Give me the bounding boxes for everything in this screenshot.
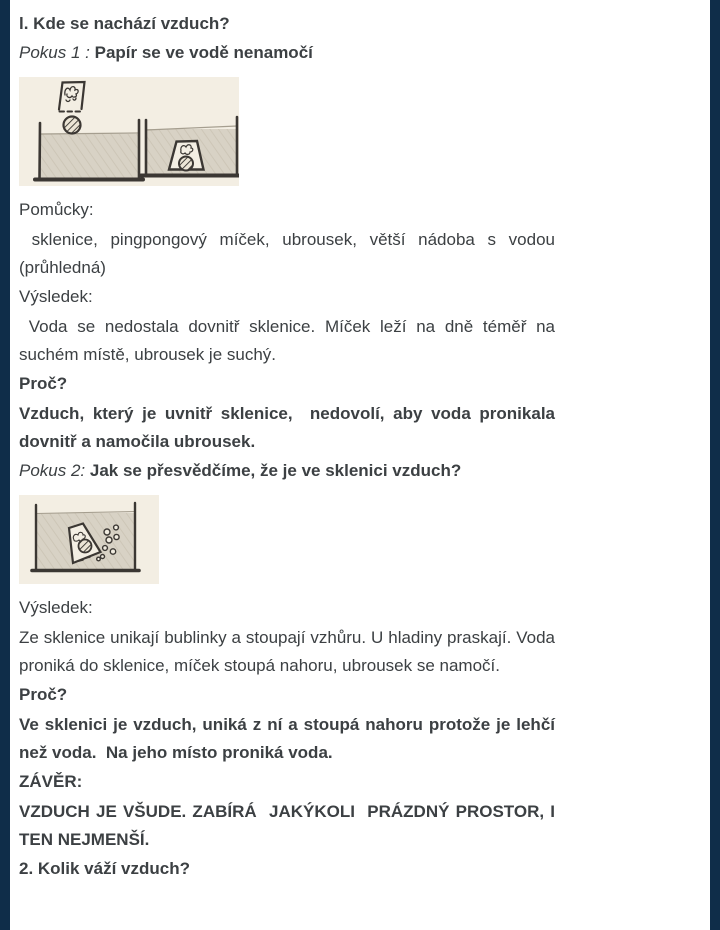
ball-in-glass-icon xyxy=(179,157,193,171)
next-section-heading: 2. Kolik váží vzduch? xyxy=(19,859,190,878)
lifted-glass-icon xyxy=(59,82,85,112)
document-body xyxy=(19,0,560,883)
right-border-bar xyxy=(710,0,720,930)
experiment-2-figure xyxy=(19,495,555,584)
experiment-1-title: Papír se ve vodě nenamočí xyxy=(94,43,313,62)
experiment-1-illustration xyxy=(19,77,239,186)
why-2-text: Ve sklenici je vzduch, uniká z ní a stoupá nahoru protože je lehčí než voda. Na jeho místo proniká voda. xyxy=(19,714,560,762)
conclusion-label: ZÁVĚR: xyxy=(19,772,83,791)
experiment-2-label: Pokus 2: xyxy=(19,461,90,480)
supplies-label: Pomůcky: xyxy=(19,200,94,219)
experiment-2-illustration xyxy=(19,495,159,584)
experiment-1-figure xyxy=(19,77,555,186)
experiment-2-heading xyxy=(19,457,555,485)
section-heading: l. Kde se nachází vzduch? xyxy=(19,13,230,33)
why-1-text: Vzduch, který je uvnitř sklenice, nedovolí, aby voda pronikala dovnitř a namočila ubrousek. xyxy=(19,403,560,451)
ball-in-glass-icon xyxy=(79,540,92,553)
why-1-label: Proč? xyxy=(19,374,68,393)
floating-ball-icon xyxy=(64,117,81,134)
result-1-text: Voda se nedostala dovnitř sklenice. Míček leží na dně téměř na suchém místě, ubrousek je suchý. xyxy=(19,316,560,364)
result-2-label: Výsledek: xyxy=(19,598,93,617)
why-2-label: Proč? xyxy=(19,685,68,704)
supplies-text: sklenice, pingpongový míček, ubrousek, větší nádoba s vodou (průhledná) xyxy=(19,229,560,277)
left-border-bar xyxy=(0,0,10,930)
conclusion-text: VZDUCH JE VŠUDE. ZABÍRÁ JAKÝKOLI PRÁZDNÝ PROSTOR, I TEN NEJMENŠÍ. xyxy=(19,801,560,849)
result-1-label: Výsledek: xyxy=(19,287,93,306)
experiment-1-heading xyxy=(19,39,555,67)
experiment-2-title: Jak se přesvědčíme, že je ve sklenici vzduch? xyxy=(89,461,462,480)
result-2-text: Ze sklenice unikají bublinky a stoupají vzhůru. U hladiny praskají. Voda proniká do sklenice, míček stoupá nahoru, ubrousek se namočí. xyxy=(19,627,560,675)
experiment-1-label: Pokus 1 : xyxy=(19,43,95,62)
